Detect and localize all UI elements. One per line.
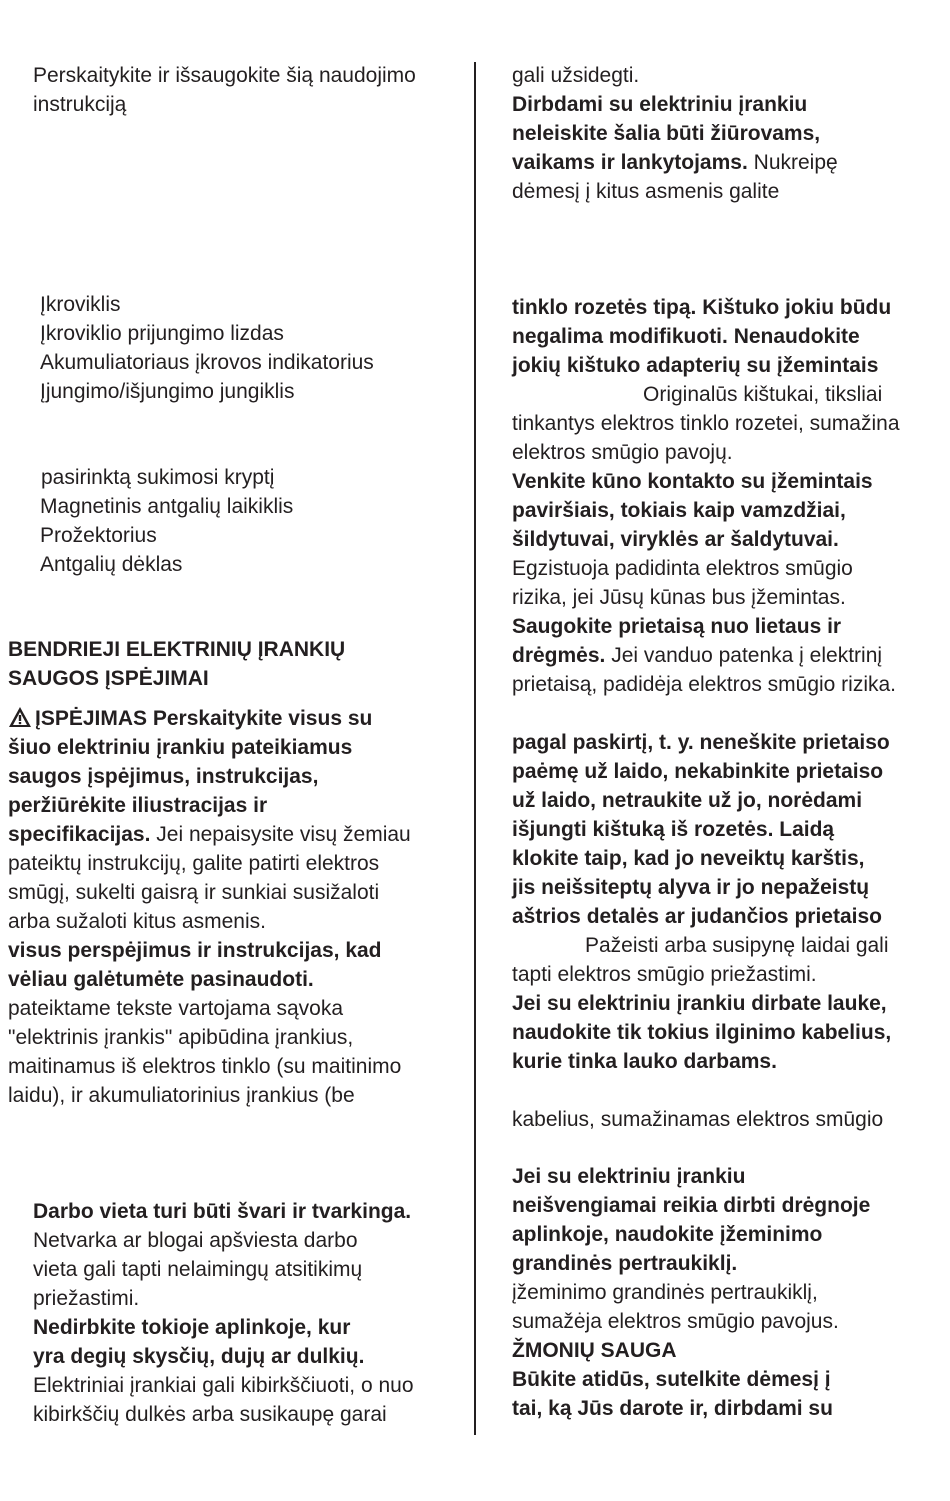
warning-line xyxy=(8,704,372,733)
cord-bold: už laido, netraukite už jo, norėdami xyxy=(512,789,863,812)
grounded-bold: paviršiais, tokiais kaip vamzdžiai, xyxy=(512,499,846,522)
outdoor-bold: naudokite tik tokius ilginimo kabelius, xyxy=(512,1021,892,1044)
continued-text: gali užsidegti. xyxy=(512,64,640,87)
warning-bold-text: saugos įspėjimus, instrukcijas, xyxy=(8,765,319,788)
rain-text: prietaisą, padidėja elektros smūgio rizika. xyxy=(512,673,897,696)
bystanders-text: Nukreipę xyxy=(747,151,838,174)
warning-bold-text: šiuo elektriniu įrankiu pateikiamus xyxy=(8,736,353,759)
plug-text: tinkantys elektros tinklo rozetei, sumažina xyxy=(512,412,900,435)
rain-bold: drėgmės. xyxy=(512,644,606,667)
keep-instructions-bold: vėliau galėtumėte pasinaudoti. xyxy=(8,968,314,991)
intro-line: instrukciją xyxy=(33,93,127,116)
explosive-bold: Nedirbkite tokioje aplinkoje, kur xyxy=(33,1316,351,1339)
grounded-text: Egzistuoja padidinta elektros smūgio xyxy=(512,557,853,580)
definition-text: maitinamus iš elektros tinklo (su maitinimo xyxy=(8,1055,402,1078)
bystanders-line xyxy=(512,148,838,177)
alert-bold: Būkite atidūs, sutelkite dėmesį į xyxy=(512,1368,831,1391)
section-heading: BENDRIEJI ELEKTRINIŲ ĮRANKIŲ xyxy=(8,638,346,661)
cord-text: Pažeisti arba susipynę laidai gali xyxy=(585,934,889,957)
parts-list-item: pasirinktą sukimosi kryptį xyxy=(41,466,275,489)
grounded-bold: Venkite kūno kontakto su įžemintais xyxy=(512,470,873,493)
warning-line xyxy=(8,820,411,849)
explosive-text: kibirkščių dulkės arba susikaupę garai xyxy=(33,1403,387,1426)
work-area-bold: Darbo vieta turi būti švari ir tvarkinga. xyxy=(33,1200,412,1223)
warning-text: pateiktų instrukcijų, galite patirti elektros xyxy=(8,852,380,875)
warning-text: Jei nepaisysite visų žemiau xyxy=(150,823,411,846)
cord-text: tapti elektros smūgio priežastimi. xyxy=(512,963,817,986)
section-heading: SAUGOS ĮSPĖJIMAI xyxy=(8,667,209,690)
cord-bold: jis neišsiteptų alyva ir jo nepažeistų xyxy=(512,876,870,899)
grounded-text: rizika, jei Jūsų kūnas bus įžemintas. xyxy=(512,586,846,609)
rcd-bold: neišvengiamai reikia dirbti drėgnoje xyxy=(512,1194,871,1217)
work-area-text: Netvarka ar blogai apšviesta darbo xyxy=(33,1229,358,1252)
rcd-bold: grandinės pertraukiklį. xyxy=(512,1252,738,1275)
work-area-text: priežastimi. xyxy=(33,1287,140,1310)
cord-bold: pagal paskirtį, t. y. neneškite prietaiso xyxy=(512,731,890,754)
cord-bold: klokite taip, kad jo neveiktų karštis, xyxy=(512,847,865,870)
parts-list-item: Antgalių dėklas xyxy=(40,553,183,576)
parts-list-item: Įjungimo/išjungimo jungiklis xyxy=(40,380,295,403)
rain-text: Jei vanduo patenka į elektrinį xyxy=(605,644,883,667)
bystanders-text: dėmesį į kitus asmenis galite xyxy=(512,180,780,203)
keep-instructions-bold: visus perspėjimus ir instrukcijas, kad xyxy=(8,939,382,962)
warning-bold-text: specifikacijas. xyxy=(8,823,151,846)
plug-text: elektros smūgio pavojų. xyxy=(512,441,733,464)
definition-text: laidu), ir akumuliatorinius įrankius (be xyxy=(8,1084,355,1107)
explosive-text: Elektriniai įrankiai gali kibirkščiuoti, o nuo xyxy=(33,1374,414,1397)
parts-list-item: Akumuliatoriaus įkrovos indikatorius xyxy=(40,351,374,374)
outdoor-bold: kurie tinka lauko darbams. xyxy=(512,1050,777,1073)
plug-text: Originalūs kištukai, tiksliai xyxy=(643,383,883,406)
rain-line xyxy=(512,641,882,670)
parts-list-item: Įkroviklio prijungimo lizdas xyxy=(40,322,284,345)
rcd-bold: aplinkoje, naudokite įžeminimo xyxy=(512,1223,823,1246)
definition-text: pateiktame tekste vartojama sąvoka xyxy=(8,997,343,1020)
rcd-text: įžeminimo grandinės pertraukiklį, xyxy=(512,1281,818,1304)
alert-bold: tai, ką Jūs darote ir, dirbdami su xyxy=(512,1397,833,1420)
warning-text: arba sužaloti kitus asmenis. xyxy=(8,910,266,933)
personal-safety-heading: ŽMONIŲ SAUGA xyxy=(512,1339,677,1362)
rcd-bold: Jei su elektriniu įrankiu xyxy=(512,1165,746,1188)
warning-text: smūgį, sukelti gaisrą ir sunkiai susižaloti xyxy=(8,881,380,904)
definition-text: "elektrinis įrankis" apibūdina įrankius, xyxy=(8,1026,354,1049)
explosive-bold: yra degių skysčių, dujų ar dulkių. xyxy=(33,1345,365,1368)
cord-bold: išjungti kištuką iš rozetės. Laidą xyxy=(512,818,835,841)
outdoor-bold: Jei su elektriniu įrankiu dirbate lauke, xyxy=(512,992,887,1015)
plug-bold: jokių kištuko adapterių su įžemintais xyxy=(512,354,879,377)
warning-bold-text: ĮSPĖJIMAS Perskaitykite visus su xyxy=(35,707,373,730)
work-area-text: vieta gali tapti nelaimingų atsitikimų xyxy=(33,1258,363,1281)
warning-bold-text: peržiūrėkite iliustracijas ir xyxy=(8,794,268,817)
column-divider xyxy=(474,62,476,1435)
rain-bold: Saugokite prietaisą nuo lietaus ir xyxy=(512,615,842,638)
bystanders-bold: Dirbdami su elektriniu įrankiu xyxy=(512,93,808,116)
parts-list-item: Įkroviklis xyxy=(40,293,121,316)
parts-list-item: Magnetinis antgalių laikiklis xyxy=(40,495,294,518)
warning-triangle-icon xyxy=(8,706,32,728)
cord-bold: paėmę už laido, nekabinkite prietaiso xyxy=(512,760,884,783)
intro-line: Perskaitykite ir išsaugokite šią naudojimo xyxy=(33,64,416,87)
cord-bold: aštrios detalės ar judančios prietaiso xyxy=(512,905,882,928)
bystanders-bold: neleiskite šalia būti žiūrovams, xyxy=(512,122,821,145)
plug-bold: negalima modifikuoti. Nenaudokite xyxy=(512,325,860,348)
plug-bold: tinklo rozetės tipą. Kištuko jokiu būdu xyxy=(512,296,892,319)
outdoor-text: kabelius, sumažinamas elektros smūgio xyxy=(512,1108,884,1131)
parts-list-item: Prožektorius xyxy=(40,524,157,547)
rcd-text: sumažėja elektros smūgio pavojus. xyxy=(512,1310,839,1333)
bystanders-bold: vaikams ir lankytojams. xyxy=(512,151,748,174)
grounded-bold: šildytuvai, viryklės ar šaldytuvai. xyxy=(512,528,839,551)
